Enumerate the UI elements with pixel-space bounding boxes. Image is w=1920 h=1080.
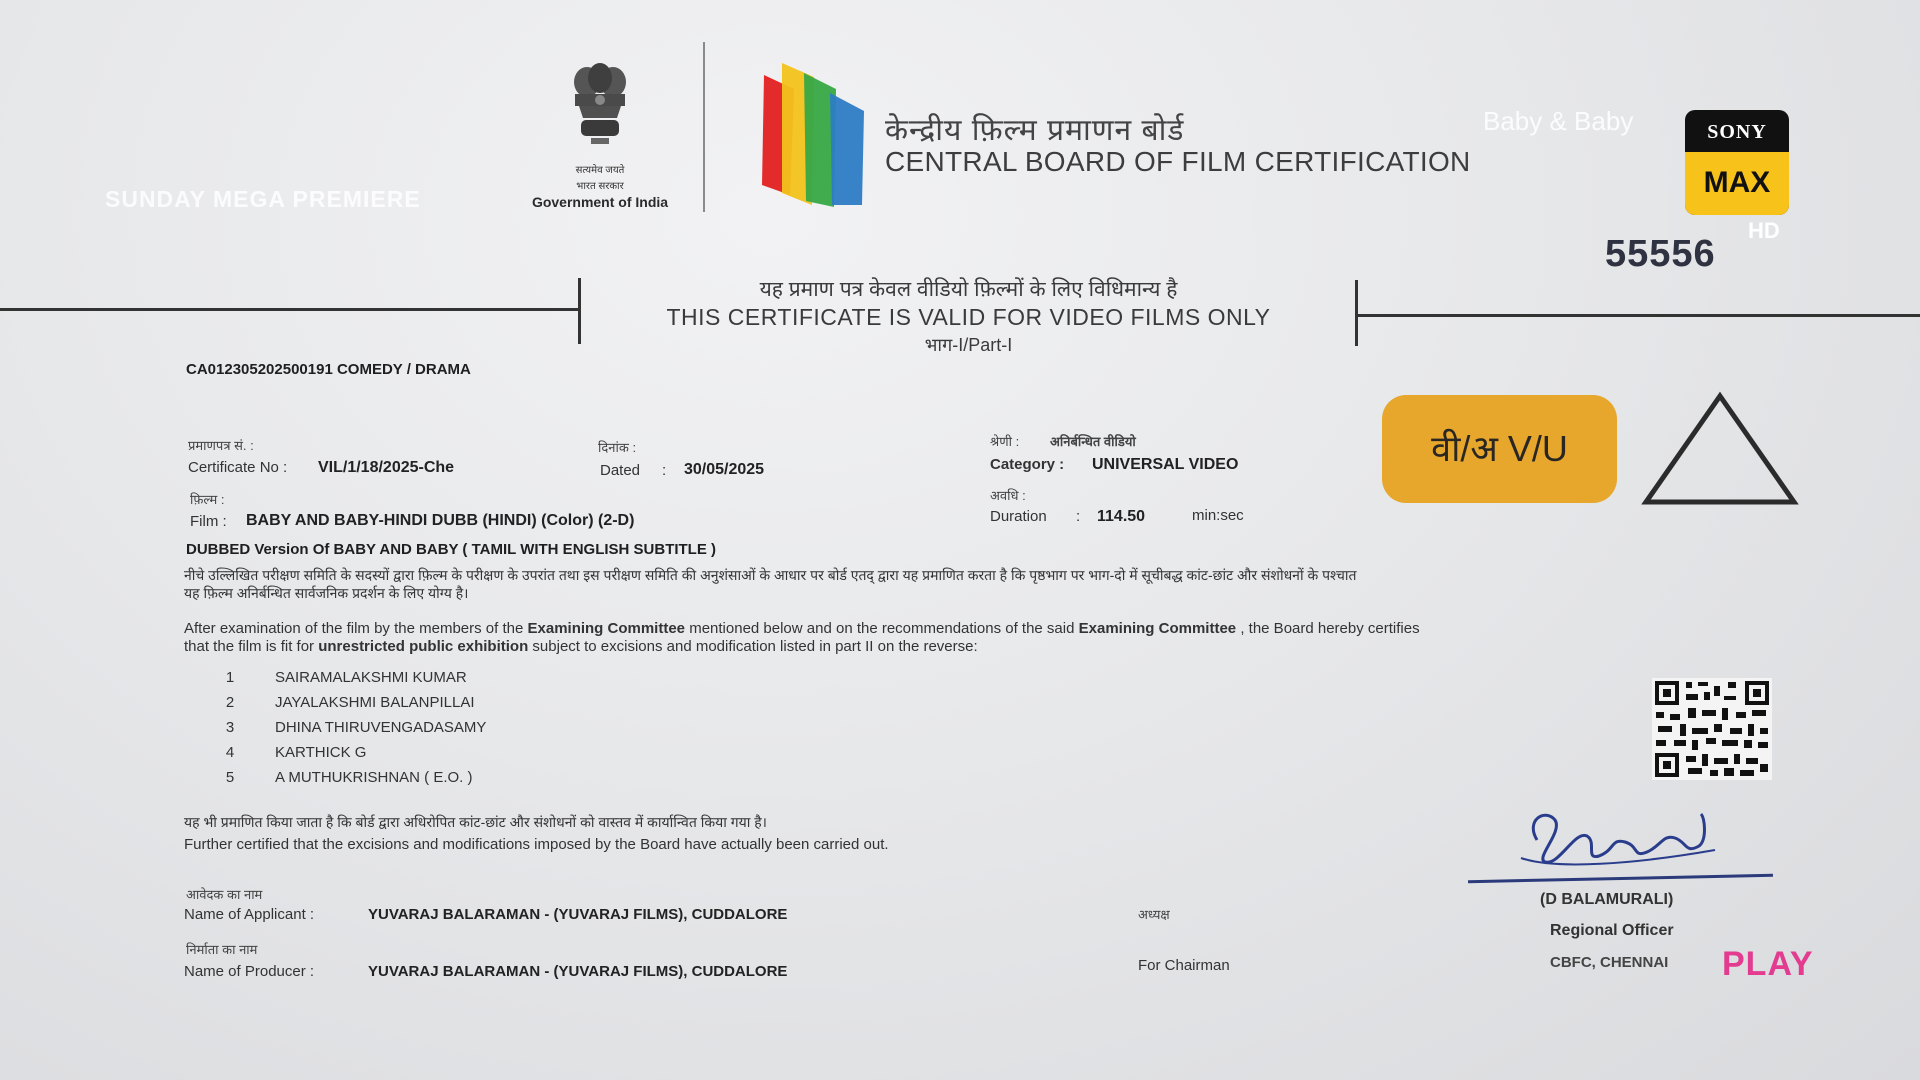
duration-label-hindi: अवधि :	[990, 488, 1026, 503]
en-suffix: , the Board hereby certifies	[1240, 620, 1420, 637]
band-line-left	[0, 308, 580, 311]
english-certification-text	[184, 620, 1754, 656]
en-committee-1: Examining Committee	[527, 620, 686, 637]
film-value: BABY AND BABY-HINDI DUBB (HINDI) (Color) (2-D)	[246, 512, 635, 529]
emblem-hindi: भारत सरकार	[576, 181, 624, 192]
member-name: A MUTHUKRISHNAN ( E.O. )	[275, 769, 473, 786]
officer-role: Regional Officer	[1550, 922, 1674, 939]
applicant-label-hindi: आवेदक का नाम	[186, 887, 263, 902]
member-number: 5	[225, 769, 235, 786]
band-tick-left	[578, 278, 581, 344]
producer-label: Name of Producer :	[184, 963, 315, 980]
further-hindi: यह भी प्रमाणित किया जाता है कि बोर्ड द्वारा अधिरोपित कांट-छांट और संशोधनों को वास्तव में कार्यान्वित किया गया है।	[184, 814, 767, 830]
hindi-certification-text	[184, 566, 1754, 602]
list-item	[205, 694, 475, 711]
serial-number: 55556	[1605, 233, 1716, 275]
en-middle: mentioned below and on the recommendations of the said	[689, 620, 1075, 637]
applicant-label: Name of Applicant :	[184, 906, 315, 923]
validity-part: भाग-I/Part-I	[924, 335, 1013, 355]
channel-hd: HD	[1748, 218, 1780, 243]
dubbed-note: DUBBED Version Of BABY AND BABY ( TAMIL WITH ENGLISH SUBTITLE )	[186, 541, 717, 558]
list-item	[205, 769, 473, 786]
officer-name: (D BALAMURALI)	[1540, 891, 1674, 908]
hindi-line-1: नीचे उल्लिखित परीक्षण समिति के सदस्यों द्वारा फ़िल्म के परीक्षण के उपरांत तथा इस परीक्षण समिति की अनुशंसाओं के आधार पर बोर्ड एतद् द्वारा यह प्रमाणित करता है कि पृष्ठभाग पर भाग-दो में सूचीबद्ध कांट-छांट और संशोधनों के पश्चात	[184, 567, 1357, 583]
member-number: 4	[225, 744, 235, 761]
cbfc-logo-icon	[760, 55, 872, 210]
play-watermark: PLAY	[1722, 945, 1814, 983]
ashoka-emblem-icon	[563, 60, 637, 160]
category-label: Category :	[990, 456, 1065, 473]
emblem-english: Government of India	[531, 194, 669, 210]
en-line2-prefix: that the film is fit for	[184, 638, 315, 655]
en-committee-2: Examining Committee	[1078, 620, 1237, 637]
date-colon: :	[662, 462, 667, 479]
hindi-line-2: यह फ़िल्म अनिर्बन्धित सार्वजनिक प्रदर्शन के लिए योग्य है।	[184, 585, 469, 601]
channel-logo-top: SONY	[1707, 121, 1767, 143]
producer-label-hindi: निर्माता का नाम	[186, 942, 258, 957]
board-name-english: CENTRAL BOARD OF FILM CERTIFICATION	[885, 146, 1471, 177]
duration-value: 114.50	[1097, 508, 1146, 525]
board-name-hindi: केन्द्रीय फ़िल्म प्रमाणन बोर्ड	[885, 114, 1185, 147]
list-item	[205, 719, 486, 736]
officer-office: CBFC, CHENNAI	[1550, 954, 1669, 971]
category-label-hindi: श्रेणी :	[990, 434, 1020, 449]
further-english: Further certified that the excisions and modifications imposed by the Board have actually been carried out.	[184, 836, 889, 853]
channel-logo	[1685, 110, 1789, 215]
member-name: KARTHICK G	[275, 744, 367, 761]
date-label-hindi: दिनांक :	[598, 440, 637, 455]
member-name: JAYALAKSHMI BALANPILLAI	[275, 694, 475, 711]
government-emblem	[530, 60, 670, 210]
date-value: 30/05/2025	[684, 461, 765, 478]
show-title: Baby & Baby	[1483, 106, 1634, 136]
signature	[1515, 800, 1725, 880]
validity-english: THIS CERTIFICATE IS VALID FOR VIDEO FILMS ONLY	[666, 304, 1271, 330]
channel-logo-bottom: MAX	[1685, 152, 1789, 215]
producer-value: YUVARAJ BALARAMAN - (YUVARAJ FILMS), CUDDALORE	[368, 963, 788, 980]
duration-unit: min:sec	[1192, 507, 1244, 524]
duration-colon: :	[1076, 508, 1081, 525]
premiere-banner: SUNDAY MEGA PREMIERE	[105, 186, 421, 212]
emblem-motto: सत्यमेव जयते	[575, 165, 625, 176]
en-line2-suffix: subject to excisions and modification listed in part II on the reverse:	[532, 638, 978, 655]
category-value: UNIVERSAL VIDEO	[1092, 456, 1239, 473]
en-prefix: After examination of the film by the members of the	[184, 620, 524, 637]
band-tick-right	[1355, 280, 1358, 346]
member-number: 3	[225, 719, 235, 736]
date-label: Dated	[600, 462, 641, 479]
chairman-label-hindi: अध्यक्ष	[1138, 907, 1170, 922]
qr-code-icon	[1652, 678, 1772, 780]
member-number: 2	[225, 694, 235, 711]
cert-no-value: VIL/1/18/2025-Che	[318, 459, 455, 476]
list-item	[205, 744, 366, 761]
header-divider	[703, 42, 705, 212]
member-name: DHINA THIRUVENGADASAMY	[275, 719, 487, 736]
film-label: Film :	[190, 513, 227, 530]
member-name: SAIRAMALAKSHMI KUMAR	[275, 669, 467, 686]
en-line2-bold: unrestricted public exhibition	[318, 638, 529, 655]
cert-no-label: Certificate No :	[188, 459, 288, 476]
category-value-hindi: अनिर्बन्धित वीडियो	[1050, 434, 1136, 449]
chairman-label: For Chairman	[1138, 957, 1230, 974]
list-item	[205, 669, 467, 686]
validity-hindi: यह प्रमाण पत्र केवल वीडियो फ़िल्मों के लिए विधिमान्य है	[759, 278, 1178, 301]
film-label-hindi: फ़िल्म :	[190, 492, 225, 507]
validity-notice	[582, 275, 1355, 357]
member-number: 1	[225, 669, 235, 686]
duration-label: Duration	[990, 508, 1047, 525]
triangle-symbol-icon	[1640, 390, 1800, 508]
reference-line: CA012305202500191 COMEDY / DRAMA	[186, 361, 471, 378]
band-line-right	[1357, 314, 1920, 317]
cert-no-label-hindi: प्रमाणपत्र सं. :	[188, 438, 254, 453]
rating-badge: वी/अ V/U	[1382, 395, 1617, 503]
applicant-value: YUVARAJ BALARAMAN - (YUVARAJ FILMS), CUDDALORE	[368, 906, 788, 923]
